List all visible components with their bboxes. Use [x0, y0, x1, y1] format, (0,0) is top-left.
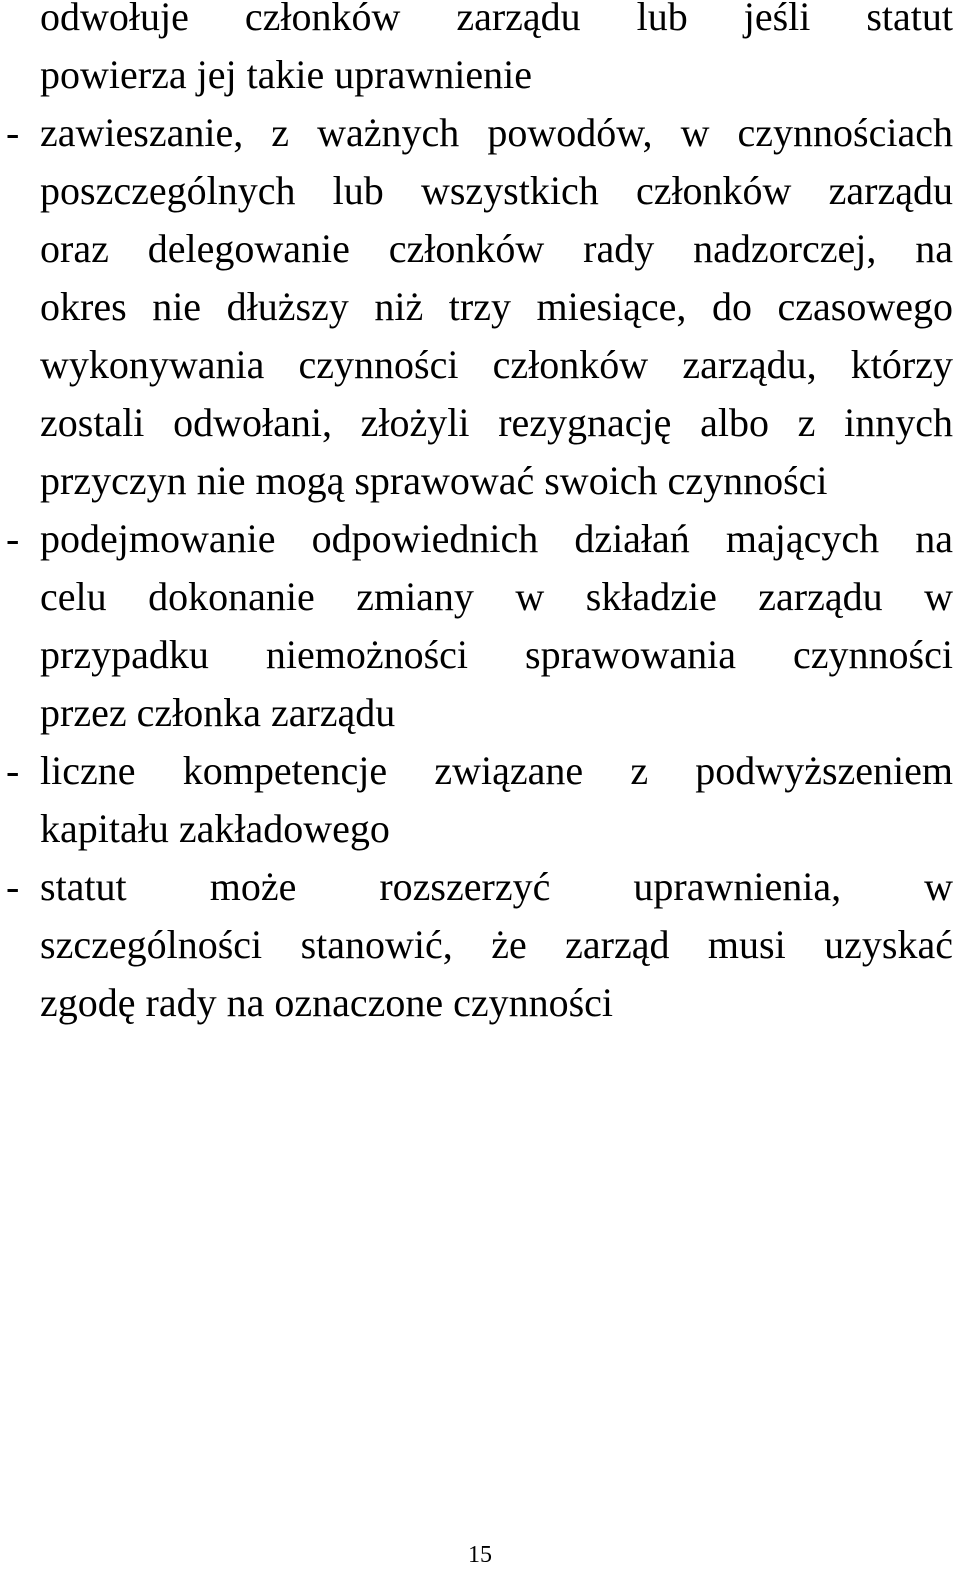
page-number: 15	[468, 1542, 492, 1568]
text-line: odwołuje członków zarządu lub jeśli statut	[40, 0, 953, 39]
text-line: liczne kompetencje związane z podwyższeniem	[40, 748, 953, 793]
text-line: okres nie dłuższy niż trzy miesiące, do czasowego	[40, 284, 953, 329]
text-line: szczególności stanowić, że zarząd musi uzyskać	[40, 922, 953, 967]
text-line: poszczególnych lub wszystkich członków zarządu	[40, 168, 953, 213]
text-line: przypadku niemożności sprawowania czynności	[40, 632, 953, 677]
text-line: powierza jej takie uprawnienie	[40, 52, 532, 97]
text-line: statut może rozszerzyć uprawnienia, w	[40, 864, 953, 909]
text-line: wykonywania czynności członków zarządu, którzy	[40, 342, 953, 387]
text-line: oraz delegowanie członków rady nadzorczej, na	[40, 226, 953, 271]
bullet-dash: -	[6, 110, 20, 155]
text-line: podejmowanie odpowiednich działań mających na	[40, 516, 953, 561]
text-line: celu dokonanie zmiany w składzie zarządu w	[40, 574, 953, 619]
bullet-dash: -	[6, 748, 20, 793]
bullet-dash: -	[6, 516, 20, 561]
bullet-dash: -	[6, 864, 20, 909]
text-line: przyczyn nie mogą sprawować swoich czynności	[40, 458, 828, 503]
text-line: zostali odwołani, złożyli rezygnację albo z innych	[40, 400, 953, 445]
text-line: kapitału zakładowego	[40, 806, 390, 851]
text-line: zawieszanie, z ważnych powodów, w czynnościach	[40, 110, 953, 155]
text-line: przez członka zarządu	[40, 690, 396, 735]
text-line: zgodę rady na oznaczone czynności	[40, 980, 614, 1025]
